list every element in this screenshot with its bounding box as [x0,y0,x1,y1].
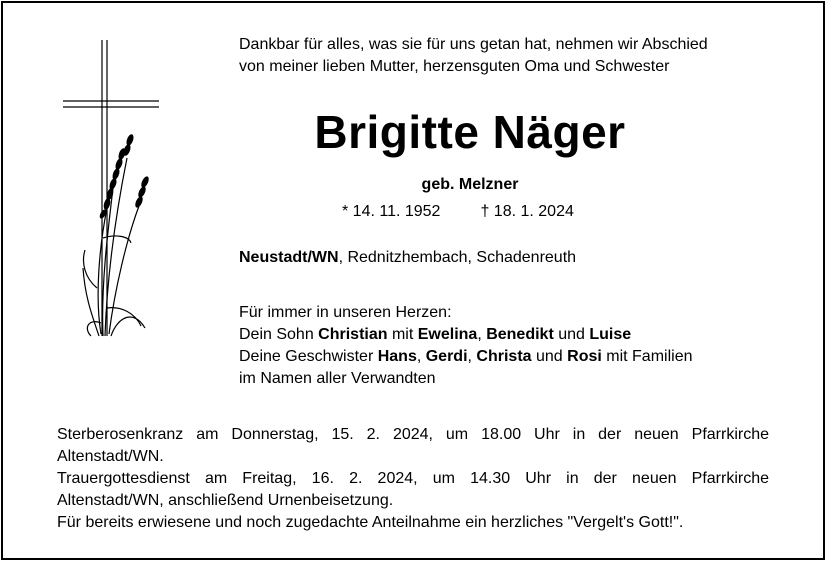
sibling-name: Christa [476,348,532,365]
text: Deine Geschwister [239,348,378,365]
wife-name: Ewelina [417,326,478,343]
intro-text [239,34,708,78]
events-block [57,424,769,534]
deceased-name: Brigitte Näger [314,106,626,158]
sibling-name: Rosi [567,348,602,365]
text: , [477,326,487,343]
rosary-line: Altenstadt/WN. [57,448,164,465]
text: , [416,348,426,365]
mourners-heading: Für immer in unseren Herzen: [239,304,452,321]
places [239,249,576,267]
text: und [553,326,590,343]
mourners-son-line [239,324,693,346]
intro-line: von meiner lieben Mutter, herzensguten Oma und Schwester [239,58,670,75]
thanks-line: Für bereits erwiesene und noch zugedachte Anteilnahme ein herzliches "Vergelt's Gott!". [57,514,684,531]
text: und [531,348,568,365]
rosary-line: Sterberosenkranz am Donnerstag, 15. 2. 2024, um 18.00 Uhr in der neuen Pfarrkirche [57,426,769,443]
text: mit Familien [601,348,693,365]
intro-line: Dankbar für alles, was sie für uns getan hat, nehmen wir Abschied [239,36,708,53]
text: mit [387,326,418,343]
grandchild-name: Benedikt [486,326,554,343]
mourners-block [239,302,693,390]
text: Dein Sohn [239,326,319,343]
grandchild-name: Luise [589,326,632,343]
son-name: Christian [318,326,388,343]
service-line: Trauergottesdienst am Freitag, 16. 2. 2024, um 14.30 Uhr in der neuen Pfarrkirche [57,470,769,487]
service-line: Altenstadt/WN, anschließend Urnenbeisetzung. [57,492,394,509]
mourners-closing: im Namen aller Verwandten [239,370,436,387]
birth-date: * 14. 11. 1952 [342,203,441,220]
life-dates [342,203,574,221]
sibling-name: Hans [377,348,417,365]
text: , [467,348,477,365]
place-rest: , Rednitzhembach, Schadenreuth [338,249,577,266]
mourners-siblings-line [239,346,693,368]
death-date: † 18. 1. 2024 [480,203,574,220]
sibling-name: Gerdi [425,348,468,365]
place-main: Neustadt/WN [239,249,339,266]
birth-name: geb. Melzner [421,176,519,193]
